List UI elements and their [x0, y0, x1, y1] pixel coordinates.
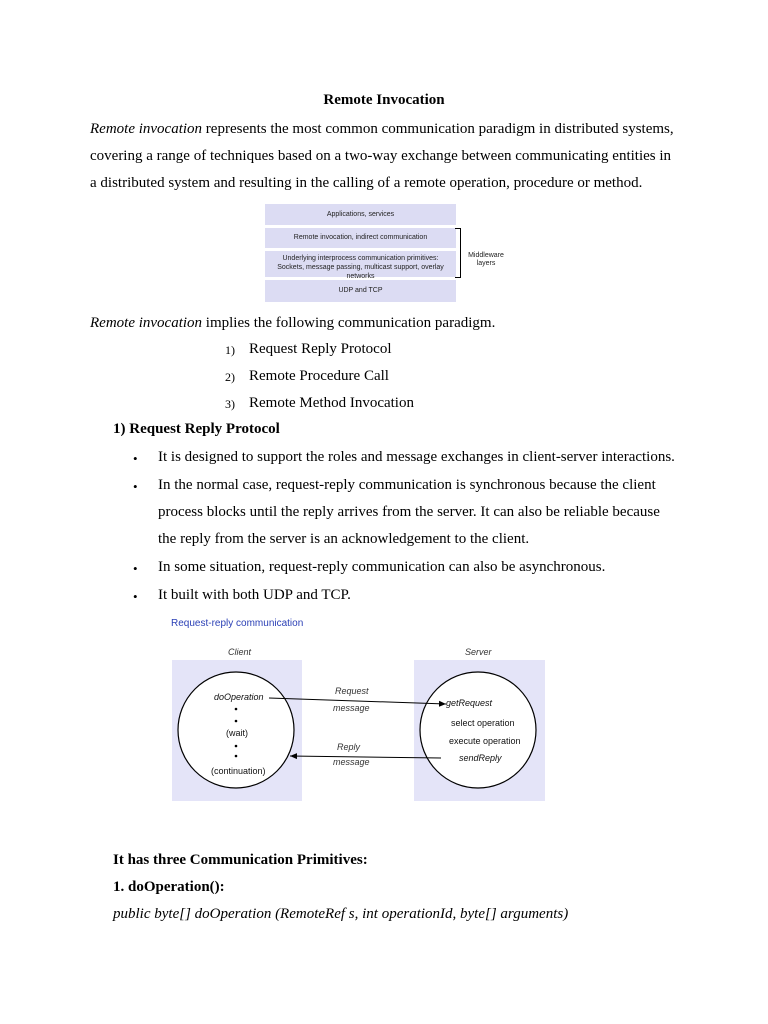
intro-paragraph [90, 116, 680, 197]
middleware-label-1: Middleware [468, 252, 504, 259]
section-heading-request-reply: 1) Request Reply Protocol [113, 421, 280, 437]
wait-dot [235, 745, 238, 748]
dooperation-signature: public byte[] doOperation (RemoteRef s, int operationId, byte[] arguments) [113, 906, 569, 922]
layer-udp-tcp: UDP and TCP [265, 280, 456, 302]
middleware-label [466, 252, 506, 268]
bullet-text-2 [158, 472, 678, 553]
paradigm-num-1: 1) [225, 343, 235, 357]
server-getrequest: getRequest [446, 698, 493, 708]
bullet-2-line2: process blocks until the reply arrives from the server. It can also be reliable because [158, 504, 660, 520]
bullet-text-3: In some situation, request-reply communication can also be asynchronous. [158, 559, 606, 575]
reply-label-1: Reply [337, 742, 361, 752]
client-dooperation: doOperation [214, 692, 264, 702]
dooperation-heading: 1. doOperation(): [113, 879, 225, 895]
reply-label-2: message [333, 757, 370, 767]
bullet-1: • [133, 451, 138, 466]
paradigm-3: Remote Method Invocation [249, 395, 414, 411]
server-label: Server [465, 647, 492, 657]
server-execute-operation: execute operation [449, 736, 521, 746]
wait-dot [235, 720, 238, 723]
server-circle [420, 672, 536, 788]
implies-term: Remote invocation [90, 315, 203, 331]
layer-ipc-line1: Underlying interprocess communication primitives: [282, 255, 439, 262]
paradigm-num-2: 2) [225, 370, 235, 384]
layer-ipc-primitives [265, 251, 456, 280]
paradigm-2: Remote Procedure Call [249, 368, 389, 384]
client-label: Client [228, 647, 252, 657]
middleware-layers-diagram [265, 204, 456, 302]
client-continuation: (continuation) [211, 766, 266, 776]
implies-rest: implies the following communication paradigm. [202, 315, 496, 331]
server-select-operation: select operation [451, 718, 515, 728]
intro-line1: represents the most common communication paradigm in distributed systems, [202, 121, 674, 137]
bullet-2: • [133, 479, 138, 494]
middleware-label-2: layers [476, 260, 496, 267]
wait-dot [235, 708, 238, 711]
layer-applications: Applications, services [265, 204, 456, 225]
page-title: Remote Invocation [323, 92, 445, 108]
intro-line3: a distributed system and resulting in the calling of a remote operation, procedure or method. [90, 175, 643, 191]
client-wait: (wait) [226, 728, 248, 738]
layer-ipc-line2: Sockets, message passing, multicast support, overlay networks [277, 264, 444, 280]
bullet-2-line1: In the normal case, request-reply communication is synchronous because the client [158, 477, 656, 493]
bullet-text-4: It built with both UDP and TCP. [158, 587, 351, 603]
bullet-text-1: It is designed to support the roles and message exchanges in client-server interactions. [158, 449, 675, 465]
paradigm-1: Request Reply Protocol [249, 341, 392, 357]
layer-remote-invocation: Remote invocation, indirect communication [265, 228, 456, 248]
request-label-1: Request [335, 686, 369, 696]
intro-term: Remote invocation [90, 121, 203, 137]
paradigm-num-3: 3) [225, 397, 235, 411]
wait-dot [235, 755, 238, 758]
rr-diagram-title: Request-reply communication [171, 618, 304, 629]
bullet-3: • [133, 561, 138, 576]
primitives-heading: It has three Communication Primitives: [113, 852, 368, 868]
request-label-2: message [333, 703, 370, 713]
intro-line2: covering a range of techniques based on a two-way exchange between communicating entities in [90, 148, 672, 164]
bullet-4: • [133, 589, 138, 604]
middleware-bracket [455, 228, 461, 278]
implies-line [90, 315, 495, 332]
server-sendreply: sendReply [459, 753, 502, 763]
bullet-2-line3: the reply from the server is an acknowledgement to the client. [158, 531, 530, 547]
